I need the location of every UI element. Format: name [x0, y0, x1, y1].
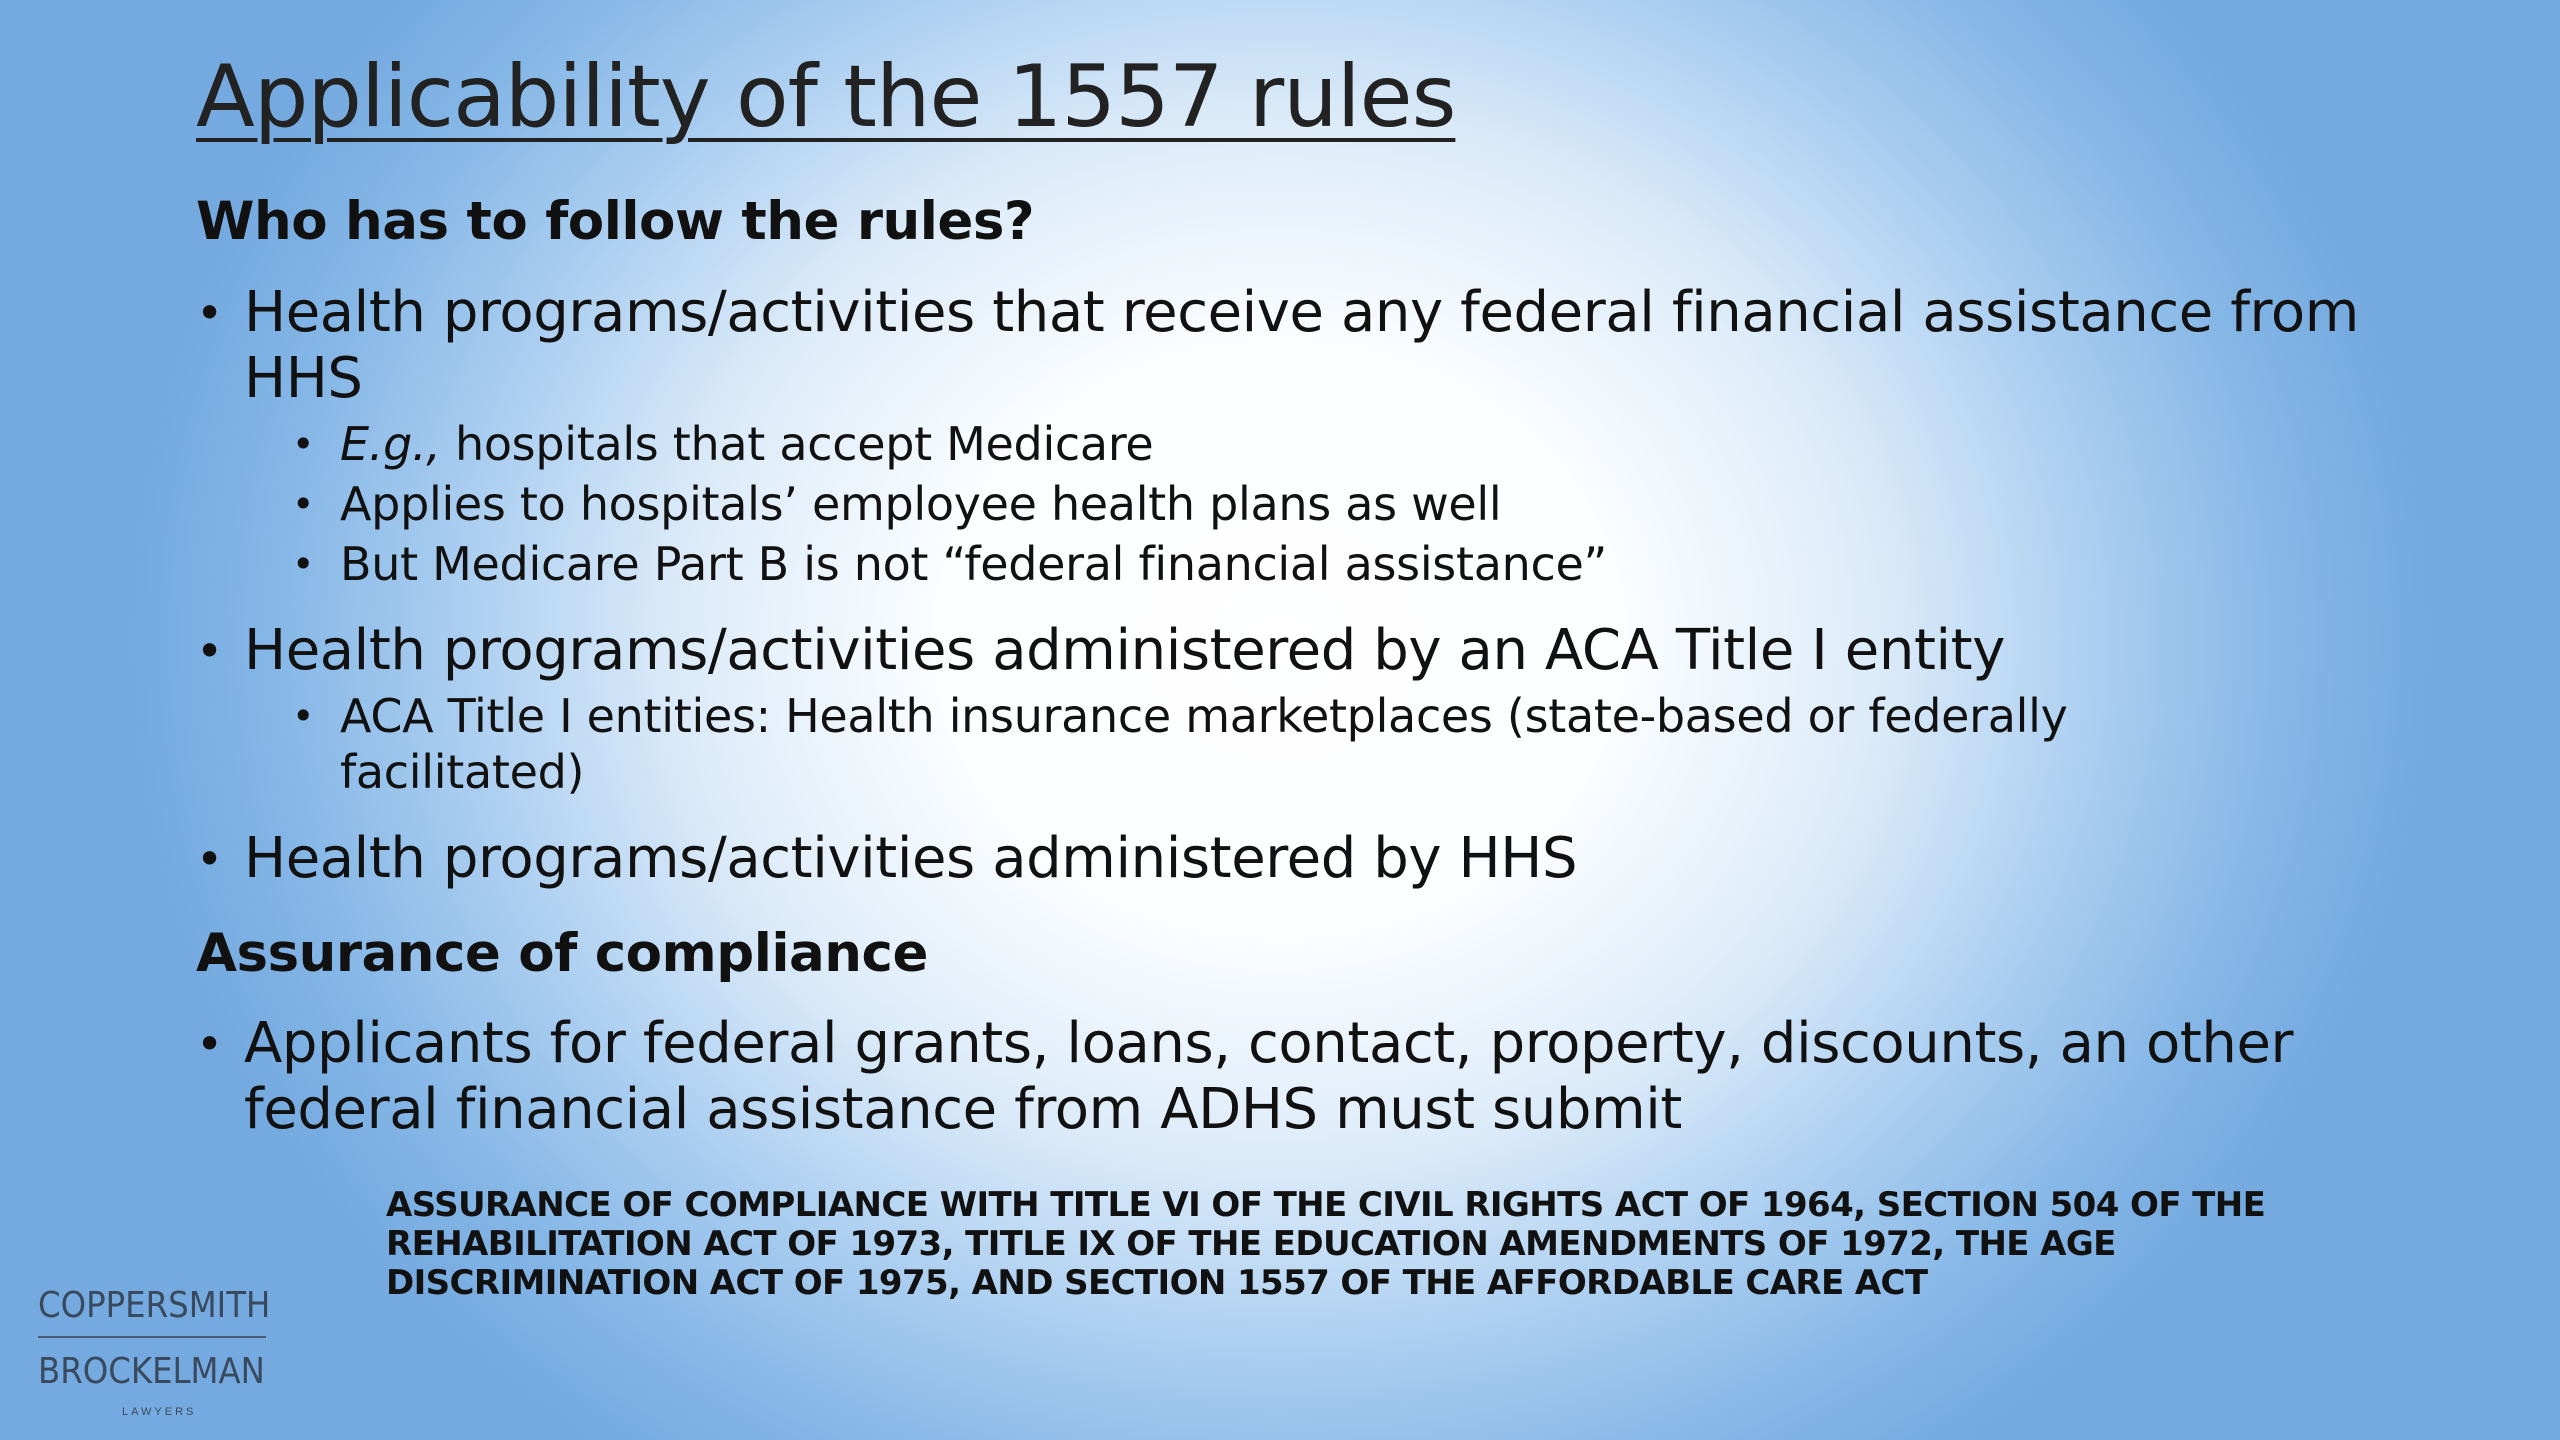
italic-prefix: E.g.,: [340, 416, 441, 471]
logo-tagline: LAWYERS: [122, 1406, 197, 1418]
assurance-document-title: ASSURANCE OF COMPLIANCE WITH TITLE VI OF THE CIVIL RIGHTS ACT OF 1964, SECTION 504 OF THE REHABILITATION ACT OF 1973, TITLE IX OF THE EDUCATION AMENDMENTS OF 1972, THE AGE DISCRIMINATION ACT OF 1975, AND SECTION 1557 OF THE AFFORDABLE CARE ACT: [386, 1185, 2266, 1303]
slide-content: [196, 190, 2396, 1143]
subbullet-employee-plans: [292, 476, 2396, 532]
section-heading-who: Who has to follow the rules?: [196, 191, 1035, 252]
bullet-aca-title-i: [196, 618, 2396, 684]
subbullet-marketplaces: [292, 688, 2240, 800]
logo-line-1: COPPERSMITH: [38, 1285, 271, 1326]
bullet-applicants: [196, 1011, 2334, 1143]
subbullet-example: [292, 416, 2396, 472]
bullet-hhs-administered: [196, 826, 2396, 892]
logo-line-2: BROCKELMAN: [38, 1351, 265, 1392]
slide-title: Applicability of the 1557 rules: [196, 47, 1456, 147]
logo-divider: [38, 1336, 266, 1338]
section-heading-assurance: Assurance of compliance: [196, 922, 928, 984]
bullet-text: Health programs/activities administered by an ACA Title I entity: [244, 617, 2005, 683]
subbullet-text: Applies to hospitals’ employee health plans as well: [340, 476, 1502, 531]
bullet-text: Applicants for federal grants, loans, contact, property, discounts, an other federal financial assistance from ADHS must submit: [244, 1011, 2294, 1143]
bullet-federal-assistance: [196, 280, 2396, 412]
bullet-list-who: [196, 280, 2396, 892]
bullet-text: Health programs/activities administered by HHS: [244, 825, 1578, 891]
bullet-list-assurance: [196, 1011, 2396, 1143]
subbullet-text: But Medicare Part B is not “federal financial assistance”: [340, 536, 1607, 591]
subbullet-text: ACA Title I entities: Health insurance marketplaces (state-based or federally facilitated): [340, 688, 2068, 799]
subbullet-medicare-part-b: [292, 536, 2396, 592]
subbullet-text: hospitals that accept Medicare: [440, 416, 1154, 471]
firm-logo: [38, 1286, 278, 1418]
bullet-text: Health programs/activities that receive any federal financial assistance from HHS: [244, 279, 2359, 411]
